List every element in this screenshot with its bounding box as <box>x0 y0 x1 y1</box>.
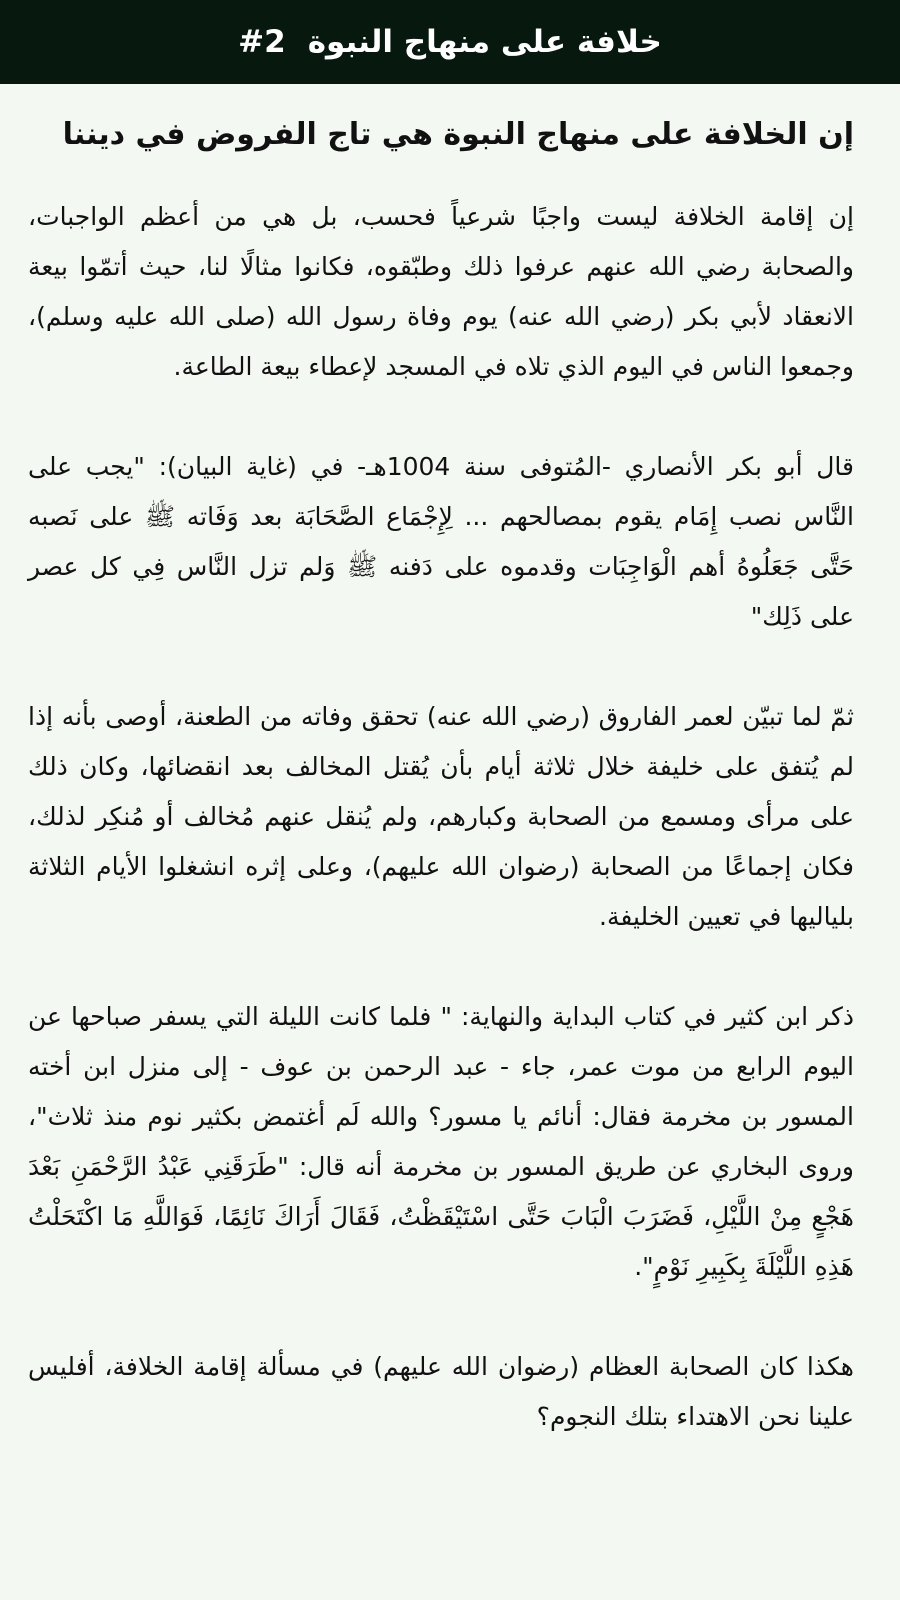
title-bar <box>0 0 900 84</box>
post-number: #2 <box>238 24 286 60</box>
page-title: خلافة على منهاج النبوة <box>307 24 662 60</box>
paragraph-4: ذكر ابن كثير في كتاب البداية والنهاية: " فلما كانت الليلة التي يسفر صباحها عن اليوم الرابع من موت عمر، جاء - عبد الرحمن بن عوف - إلى منزل ابن أخته المسور بن مخرمة فقال: أنائم يا مسور؟ والله لَم أغتمض بكثير نوم منذ ثلاث"، وروى البخاري عن طريق المسور بن مخرمة أنه قال: "طَرَقَنِي عَبْدُ الرَّحْمَنِ بَعْدَ هَجْعٍ مِنْ اللَّيْلِ، فَضَرَبَ الْبَابَ حَتَّى اسْتَيْقَظْتُ، فَقَالَ أَرَاكَ نَائِمًا، فَوَاللَّهِ مَا اكْتَحَلْتُ هَذِهِ اللَّيْلَةَ بِكَبِيرِ نَوْمٍ". <box>28 1002 854 1281</box>
paragraph-3: ثمّ لما تبيّن لعمر الفاروق (رضي الله عنه) تحقق وفاته من الطعنة، أوصى بأنه إذا لم يُتفق على خليفة خلال ثلاثة أيام بأن يُقتل المخالف بعد انقضائها، وكان ذلك على مرأى ومسمع من الصحابة وكبارهم، ولم يُنقل عنهم مُخالف أو مُنكِر لذلك، فكان إجماعًا من الصحابة (رضوان الله عليهم)، وعلى إثره انشغلوا الأيام الثلاثة بلياليها في تعيين الخليفة. <box>28 702 854 931</box>
article <box>0 114 900 1442</box>
paragraph-2: قال أبو بكر الأنصاري -المُتوفى سنة 1004هـ- في (غاية البيان): "يجب على النَّاس نصب إِمَام يقوم بمصالحهم ... لِإِجْمَاع الصَّحَابَة بعد وَفَاته ﷺ على نَصبه حَتَّى جَعَلُوهُ أهم الْوَاجِبَات وقدموه على دَفنه ﷺ وَلم تزل النَّاس فِي كل عصر على ذَلِك" <box>28 452 854 631</box>
paragraph-1: إن إقامة الخلافة ليست واجبًا شرعياً فحسب، بل هي من أعظم الواجبات، والصحابة رضي الله عنهم عرفوا ذلك وطبّقوه، فكانوا مثالًا لنا، حيث أتمّوا بيعة الانعقاد لأبي بكر (رضي الله عنه) يوم وفاة رسول الله (صلى الله عليه وسلم)، وجمعوا الناس في اليوم الذي تلاه في المسجد لإعطاء بيعة الطاعة. <box>28 202 854 381</box>
article-subtitle: إن الخلافة على منهاج النبوة هي تاج الفروض في ديننا <box>62 117 854 152</box>
paragraph-5: هكذا كان الصحابة العظام (رضوان الله عليهم) في مسألة إقامة الخلافة، أفليس علينا نحن الاهتداء بتلك النجوم؟ <box>28 1352 854 1431</box>
